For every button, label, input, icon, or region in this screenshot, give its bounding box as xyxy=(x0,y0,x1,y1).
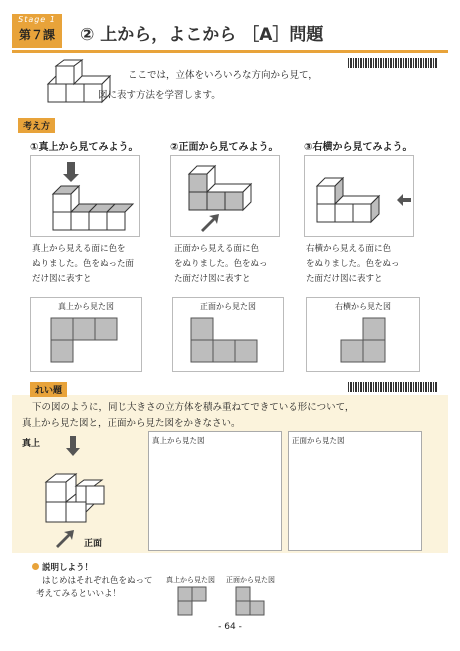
column-3-description xyxy=(306,242,424,287)
example-line-2: 真上から見た図と，正面から見た図をかきなさい。 xyxy=(22,418,241,429)
answer-box-front-title: 正面から見た図 xyxy=(292,436,345,445)
stage-badge xyxy=(12,14,62,48)
column-3-result-title: 右横から見た図 xyxy=(335,302,391,311)
label-front: 正面 xyxy=(84,539,103,549)
column-1-picture xyxy=(30,155,140,237)
column-3-result xyxy=(306,297,420,372)
answer-box-top-title: 真上から見た図 xyxy=(152,436,205,445)
intro-line-1: ここでは，立体をいろいろな方向から見て， xyxy=(128,70,318,81)
hint-title: 説明しよう！ xyxy=(42,563,94,573)
column-3-heading: ③右横から見てみよう。 xyxy=(304,142,413,153)
hint-small-title-2: 正面から見た図 xyxy=(226,576,275,584)
column-2-desc-line-2: をぬりました。色をぬっ xyxy=(174,259,268,269)
hint-figure-front xyxy=(234,585,274,617)
hint-line-2: 考えてみるといいよ！ xyxy=(36,589,122,599)
example-tag: れい題 xyxy=(30,382,67,397)
column-2-heading: ②正面から見てみよう。 xyxy=(170,142,279,153)
column-2-result xyxy=(172,297,284,372)
hint-small-title-1: 真上から見た図 xyxy=(166,576,215,584)
stage-number: 1 xyxy=(49,15,56,24)
hint-block xyxy=(32,562,153,601)
hint-figure-top xyxy=(176,585,216,617)
column-1-result-title: 真上から見た図 xyxy=(58,302,114,311)
page-title: ② 上から，よこから ［A］問題 xyxy=(80,25,324,45)
column-3-desc-line-2: をぬりました。色をぬっ xyxy=(306,259,400,269)
column-1-desc-line-2: ぬりました。色をぬった面 xyxy=(32,259,135,269)
example-text xyxy=(22,400,442,432)
column-1-result xyxy=(30,297,142,372)
hint-bullet-icon xyxy=(32,563,39,570)
hint-line-1: はじめはそれぞれ色をぬって xyxy=(42,576,153,586)
column-3-picture xyxy=(304,155,414,237)
thinking-tag: 考え方 xyxy=(18,118,55,133)
lesson-number: 第７課 xyxy=(18,28,55,42)
label-top: 真上 xyxy=(22,439,41,449)
answer-box-front[interactable] xyxy=(288,431,422,551)
column-2-description xyxy=(174,242,289,287)
stage-label: Stage xyxy=(18,15,47,24)
example-line-1: 下の図のように，同じ大きさの立方体を積み重ねてできている形について， xyxy=(32,402,355,413)
column-1-desc-line-3: だけ図に表すと xyxy=(32,274,92,284)
column-3-desc-line-1: 右横から見える面に色 xyxy=(306,244,392,254)
column-1-description xyxy=(32,242,147,287)
intro-text xyxy=(98,66,378,106)
example-cube-figure xyxy=(30,430,130,550)
column-2-result-title: 正面から見た図 xyxy=(200,302,256,311)
title-rule xyxy=(12,50,448,53)
column-2-desc-line-3: た面だけ図に表すと xyxy=(174,274,251,284)
answer-box-top[interactable] xyxy=(148,431,282,551)
intro-line-2: 図に表す方法を学習します。 xyxy=(98,90,221,101)
column-3-desc-line-3: た面だけ図に表すと xyxy=(306,274,383,284)
page-number: - 64 - xyxy=(218,622,242,632)
column-2-desc-line-1: 正面から見える面に色 xyxy=(174,244,260,254)
barcode-2 xyxy=(348,382,438,392)
column-2-picture xyxy=(170,155,280,237)
column-1-heading: ①真上から見てみよう。 xyxy=(30,142,139,153)
column-1-desc-line-1: 真上から見える面に色を xyxy=(32,244,126,254)
